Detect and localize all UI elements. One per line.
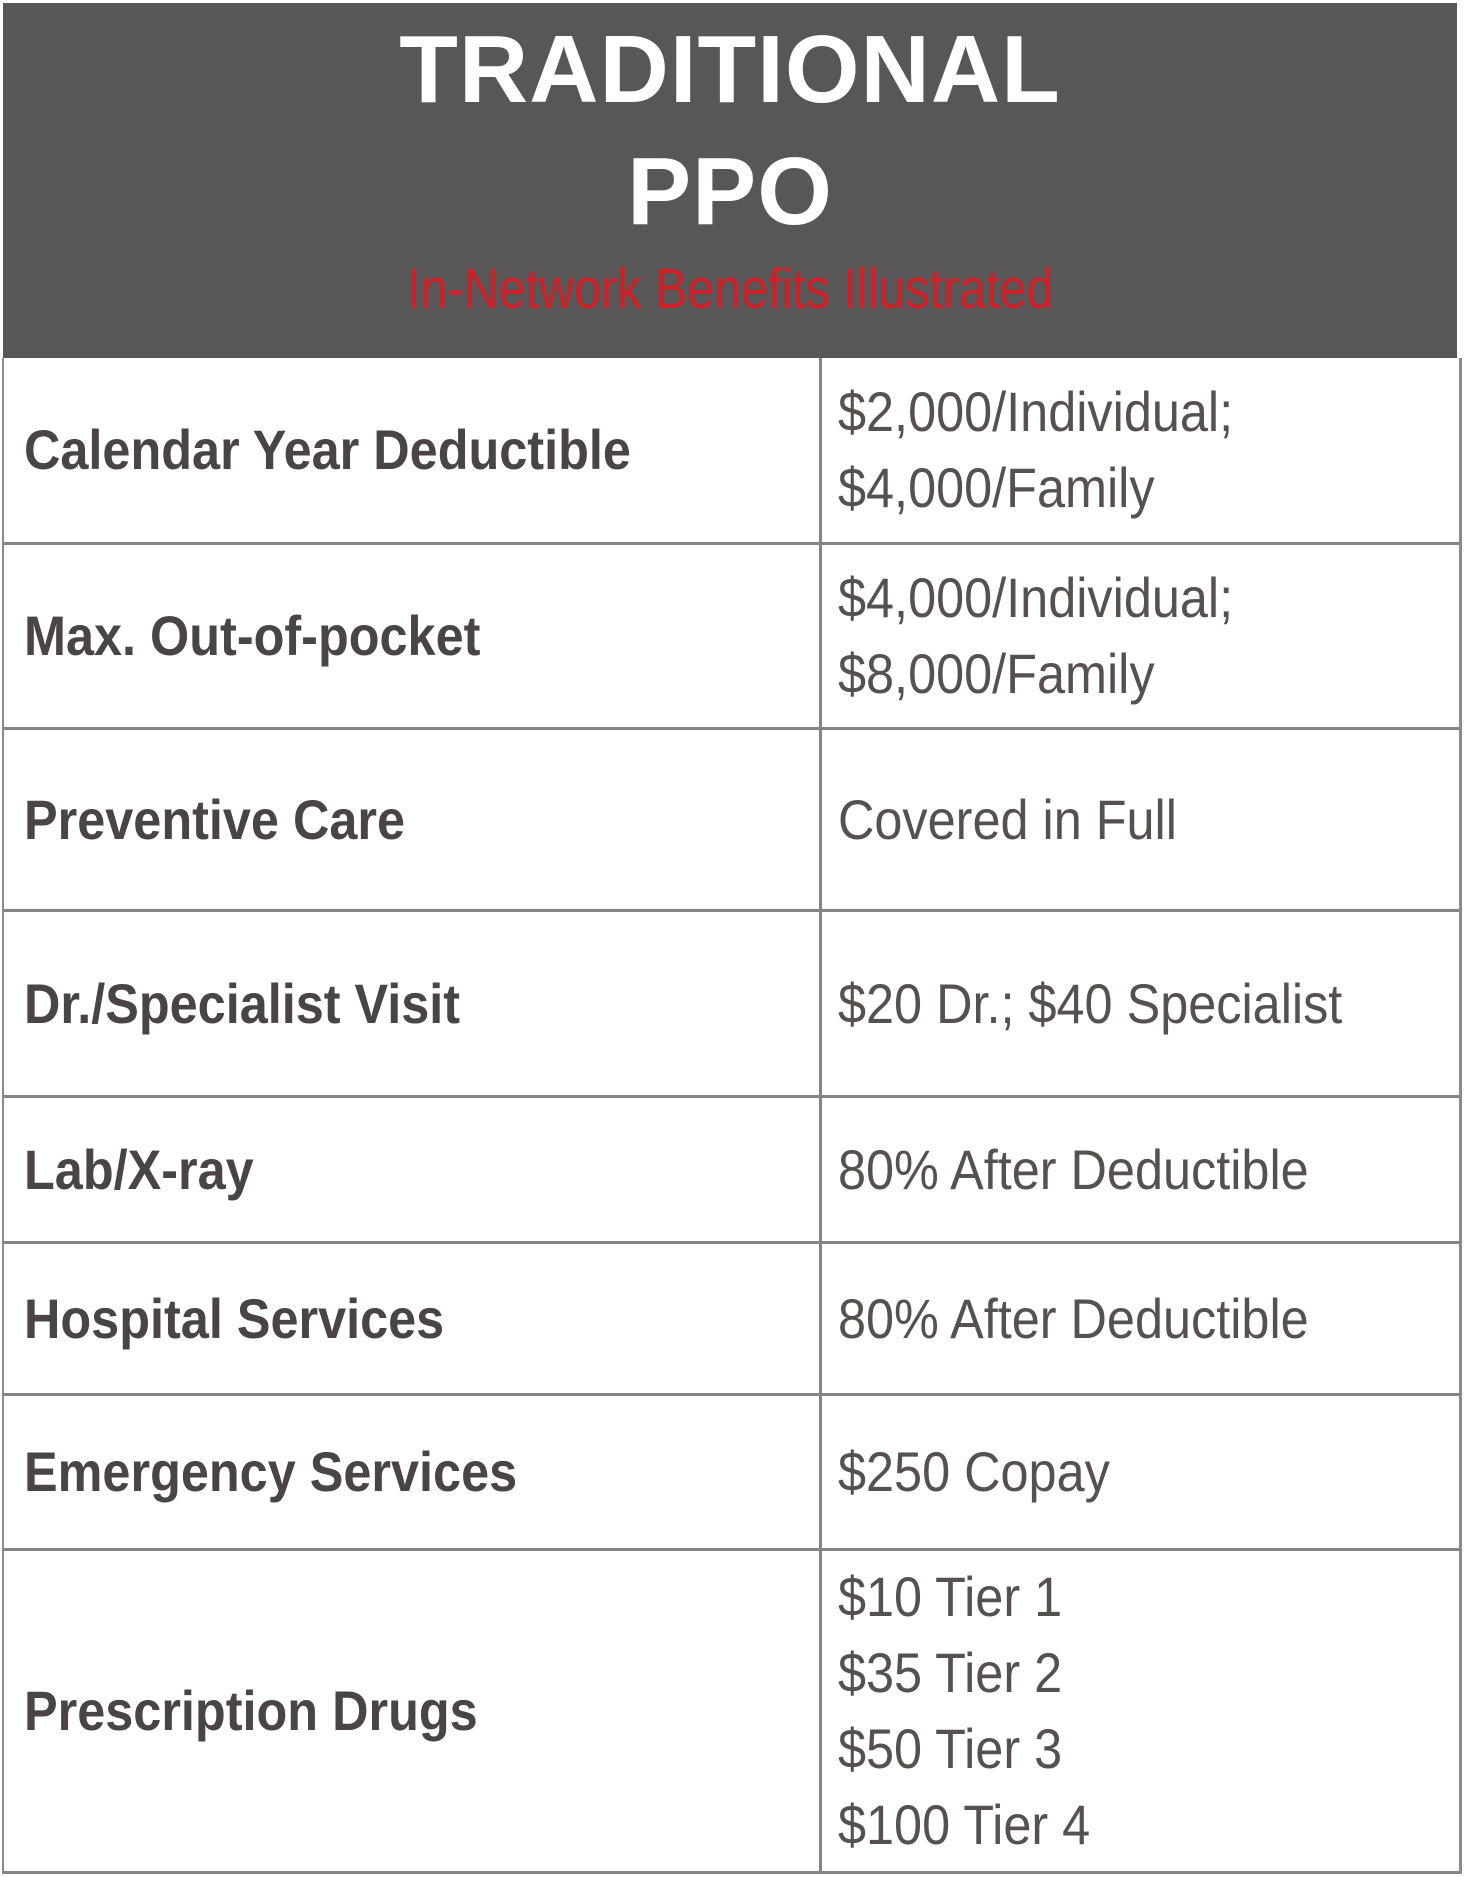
benefit-value-cell [822, 1551, 1459, 1871]
benefit-label-cell [4, 358, 822, 542]
benefit-value [838, 1434, 1140, 1510]
benefit-value-cell [822, 730, 1459, 909]
table-row-calendar-year-deductible [4, 358, 1459, 545]
benefit-label: Prescription Drugs [24, 1679, 478, 1742]
benefit-value-line: $100 Tier 4 [838, 1793, 1091, 1856]
benefit-value [838, 560, 1277, 712]
benefit-label: Lab/X-ray [24, 1137, 254, 1201]
benefit-label-cell [4, 730, 822, 909]
benefit-value-line: 80% After Deductible [838, 1137, 1309, 1201]
benefit-value-line: $10 Tier 1 [838, 1565, 1063, 1628]
benefit-value [838, 966, 1398, 1042]
benefit-label-cell [4, 1244, 822, 1393]
benefit-label: Emergency Services [24, 1440, 518, 1503]
benefit-label-cell [4, 1098, 822, 1241]
benefit-label-cell [4, 1551, 822, 1871]
benefit-value-line: $250 Copay [838, 1440, 1110, 1503]
table-row-hospital-services [4, 1244, 1459, 1396]
benefit-value-line: $8,000/Family [838, 642, 1155, 705]
table-row-emergency-services [4, 1396, 1459, 1551]
benefit-label: Max. Out-of-pocket [24, 604, 481, 667]
plan-title-line1: TRADITIONAL [399, 16, 1061, 123]
benefit-value-line: $50 Tier 3 [838, 1717, 1063, 1780]
benefit-value-cell [822, 1244, 1459, 1393]
benefit-value [838, 782, 1215, 858]
benefit-value [838, 1559, 1118, 1863]
benefit-value [838, 374, 1277, 526]
benefit-label: Calendar Year Deductible [24, 418, 631, 481]
table-row-prescription-drugs [4, 1551, 1459, 1874]
plan-title-line2: PPO [627, 138, 833, 245]
benefit-value [838, 1132, 1361, 1208]
benefit-value-cell [822, 912, 1459, 1095]
benefit-value-line: $2,000/Individual; [838, 380, 1234, 443]
benefit-value-cell [822, 1098, 1459, 1241]
plan-subtitle: In-Network Benefits Illustrated [406, 257, 1054, 321]
benefit-label-cell [4, 912, 822, 1095]
benefit-value-line: $4,000/Family [838, 456, 1155, 519]
table-row-max-out-of-pocket [4, 545, 1459, 730]
benefit-value-line: $4,000/Individual; [838, 566, 1234, 629]
benefit-label: Preventive Care [24, 787, 406, 851]
benefit-value-line: $20 Dr.; $40 Specialist [838, 971, 1343, 1035]
benefit-label-cell [4, 545, 822, 727]
table-row-dr-specialist-visit [4, 912, 1459, 1098]
benefit-value-line: 80% After Deductible [838, 1286, 1309, 1350]
table-row-preventive-care [4, 730, 1459, 912]
benefit-label: Hospital Services [24, 1286, 445, 1350]
benefit-label: Dr./Specialist Visit [24, 971, 461, 1035]
benefit-value [838, 1281, 1361, 1357]
benefit-value-line: $35 Tier 2 [838, 1641, 1063, 1704]
benefit-label-cell [4, 1396, 822, 1548]
plan-header [3, 3, 1457, 358]
table-row-lab-x-ray [4, 1098, 1459, 1244]
benefit-value-cell [822, 358, 1459, 542]
benefit-value-line: Covered in Full [838, 787, 1177, 851]
benefit-value-cell [822, 545, 1459, 727]
benefit-value-cell [822, 1396, 1459, 1548]
benefits-table [2, 358, 1462, 1874]
